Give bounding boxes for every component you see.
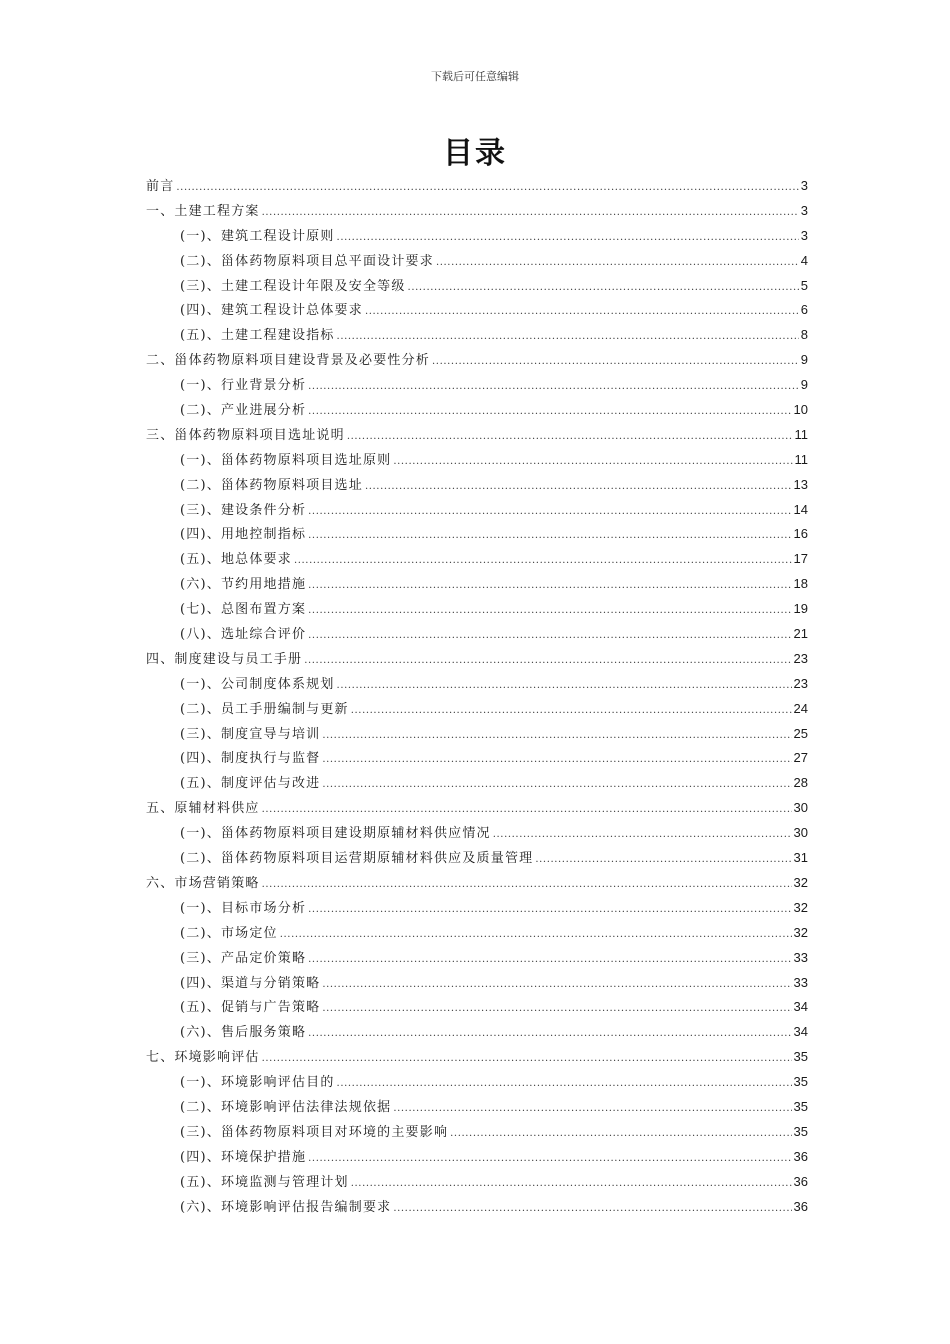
toc-entry[interactable] bbox=[146, 473, 808, 498]
toc-entry-label: (七)、总图布置方案 bbox=[180, 602, 307, 618]
toc-entry-label: (五)、环境监测与管理计划 bbox=[180, 1174, 349, 1190]
toc-entry[interactable] bbox=[146, 995, 808, 1020]
toc-dot-leader bbox=[262, 798, 792, 823]
toc-entry-label: (二)、环境影响评估法律法规依据 bbox=[180, 1099, 392, 1115]
toc-entry[interactable] bbox=[146, 796, 808, 821]
toc-entry-page-number: 35 bbox=[793, 1098, 808, 1114]
toc-entry-page-number: 21 bbox=[793, 626, 808, 642]
toc-entry-page-number: 35 bbox=[793, 1074, 808, 1090]
toc-dot-leader bbox=[262, 1047, 792, 1072]
toc-entry[interactable] bbox=[146, 274, 808, 299]
toc-entry-label: (四)、建筑工程设计总体要求 bbox=[180, 303, 363, 319]
toc-entry[interactable] bbox=[146, 946, 808, 971]
toc-entry[interactable] bbox=[146, 746, 808, 771]
toc-entry-label: (一)、目标市场分析 bbox=[180, 900, 307, 916]
toc-entry[interactable] bbox=[146, 846, 808, 871]
toc-entry-label: 五、原辅材料供应 bbox=[146, 801, 260, 817]
toc-entry-page-number: 31 bbox=[793, 850, 808, 866]
toc-dot-leader bbox=[351, 699, 792, 724]
toc-entry[interactable] bbox=[146, 672, 808, 697]
toc-entry-page-number: 3 bbox=[800, 178, 808, 193]
toc-entry[interactable] bbox=[146, 224, 808, 249]
toc-entry-page-number: 35 bbox=[793, 1049, 808, 1065]
toc-entry-page-number: 27 bbox=[793, 750, 808, 766]
toc-dot-leader bbox=[393, 450, 792, 475]
toc-entry-label: (四)、制度执行与监督 bbox=[180, 751, 321, 767]
toc-entry-page-number: 36 bbox=[793, 1198, 808, 1214]
toc-entry-page-number: 4 bbox=[800, 252, 808, 268]
toc-entry-page-number: 25 bbox=[793, 725, 808, 741]
toc-entry-page-number: 19 bbox=[793, 601, 808, 617]
toc-dot-leader bbox=[337, 674, 792, 699]
toc-entry[interactable] bbox=[146, 821, 808, 846]
toc-entry[interactable] bbox=[146, 1095, 808, 1120]
toc-entry[interactable] bbox=[146, 174, 808, 199]
toc-entry[interactable] bbox=[146, 1170, 808, 1195]
toc-entry-label: (四)、用地控制指标 bbox=[180, 527, 307, 543]
toc-entry-page-number: 6 bbox=[800, 302, 808, 318]
toc-entry-label: 七、环境影响评估 bbox=[146, 1050, 260, 1066]
toc-dot-leader bbox=[432, 350, 799, 375]
toc-entry-label: (五)、促销与广告策略 bbox=[180, 1000, 321, 1016]
toc-dot-leader bbox=[322, 773, 791, 798]
toc-entry-page-number: 14 bbox=[793, 501, 808, 517]
toc-dot-leader bbox=[535, 848, 791, 873]
toc-entry-label: (一)、甾体药物原料项目选址原则 bbox=[180, 452, 392, 468]
toc-entry[interactable] bbox=[146, 348, 808, 373]
toc-entry-page-number: 33 bbox=[793, 974, 808, 990]
table-of-contents bbox=[146, 174, 808, 1219]
toc-entry-label: (五)、制度评估与改进 bbox=[180, 776, 321, 792]
toc-entry[interactable] bbox=[146, 448, 808, 473]
toc-entry-label: (三)、甾体药物原料项目对环境的主要影响 bbox=[180, 1124, 449, 1140]
toc-entry-label: (一)、建筑工程设计原则 bbox=[180, 228, 335, 244]
toc-entry-page-number: 5 bbox=[800, 277, 808, 293]
toc-entry-label: (四)、环境保护措施 bbox=[180, 1149, 307, 1165]
toc-dot-leader bbox=[280, 923, 792, 948]
toc-dot-leader bbox=[262, 201, 799, 226]
toc-entry-page-number: 23 bbox=[793, 650, 808, 666]
toc-entry[interactable] bbox=[146, 697, 808, 722]
toc-dot-leader bbox=[308, 375, 799, 400]
toc-entry[interactable] bbox=[146, 896, 808, 921]
toc-entry[interactable] bbox=[146, 498, 808, 523]
toc-dot-leader bbox=[308, 574, 791, 599]
toc-dot-leader bbox=[308, 524, 791, 549]
toc-entry-page-number: 3 bbox=[800, 227, 808, 243]
toc-entry-page-number: 17 bbox=[793, 551, 808, 567]
toc-entry-label: (二)、产业进展分析 bbox=[180, 403, 307, 419]
toc-dot-leader bbox=[347, 425, 793, 450]
toc-entry-label: 一、土建工程方案 bbox=[146, 203, 260, 219]
toc-entry[interactable] bbox=[146, 547, 808, 572]
toc-entry[interactable] bbox=[146, 373, 808, 398]
toc-entry-label: 二、甾体药物原料项目建设背景及必要性分析 bbox=[146, 353, 431, 369]
toc-entry-label: (二)、员工手册编制与更新 bbox=[180, 701, 349, 717]
toc-entry-label: (四)、渠道与分销策略 bbox=[180, 975, 321, 991]
toc-entry[interactable] bbox=[146, 298, 808, 323]
toc-dot-leader bbox=[393, 1197, 791, 1222]
toc-dot-leader bbox=[408, 276, 799, 301]
toc-dot-leader bbox=[262, 873, 792, 898]
toc-entry-page-number: 30 bbox=[793, 825, 808, 841]
toc-entry-page-number: 10 bbox=[793, 402, 808, 418]
toc-entry[interactable] bbox=[146, 1045, 808, 1070]
toc-dot-leader bbox=[322, 748, 791, 773]
toc-entry[interactable] bbox=[146, 249, 808, 274]
toc-entry[interactable] bbox=[146, 199, 808, 224]
toc-entry-page-number: 34 bbox=[793, 999, 808, 1015]
toc-entry-page-number: 11 bbox=[794, 451, 808, 467]
toc-entry-page-number: 32 bbox=[793, 899, 808, 915]
toc-entry-label: (三)、制度宣导与培训 bbox=[180, 726, 321, 742]
toc-entry-page-number: 28 bbox=[793, 775, 808, 791]
toc-entry-label: (二)、甾体药物原料项目选址 bbox=[180, 477, 363, 493]
toc-entry-label: (三)、产品定价策略 bbox=[180, 950, 307, 966]
toc-entry-page-number: 13 bbox=[793, 476, 808, 492]
toc-entry-label: (三)、土建工程设计年限及安全等级 bbox=[180, 278, 406, 294]
toc-entry-label: (二)、甾体药物原料项目总平面设计要求 bbox=[180, 253, 434, 269]
toc-entry-page-number: 8 bbox=[800, 327, 808, 343]
toc-entry-label: (一)、环境影响评估目的 bbox=[180, 1075, 335, 1091]
toc-entry[interactable] bbox=[146, 1020, 808, 1045]
toc-dot-leader bbox=[304, 649, 791, 674]
toc-entry[interactable] bbox=[146, 1145, 808, 1170]
toc-entry-label: (一)、公司制度体系规划 bbox=[180, 676, 335, 692]
toc-entry-page-number: 9 bbox=[800, 352, 808, 368]
toc-entry-page-number: 18 bbox=[793, 576, 808, 592]
toc-entry-label: (一)、行业背景分析 bbox=[180, 378, 307, 394]
toc-dot-leader bbox=[322, 997, 791, 1022]
toc-entry-page-number: 36 bbox=[793, 1173, 808, 1189]
toc-entry-page-number: 32 bbox=[793, 874, 808, 890]
toc-entry-label: (二)、市场定位 bbox=[180, 925, 278, 941]
toc-entry-label: 四、制度建设与员工手册 bbox=[146, 651, 303, 667]
toc-dot-leader bbox=[322, 973, 791, 998]
toc-entry-label: (六)、售后服务策略 bbox=[180, 1025, 307, 1041]
toc-entry[interactable] bbox=[146, 622, 808, 647]
toc-dot-leader bbox=[322, 724, 791, 749]
toc-entry-label: (一)、甾体药物原料项目建设期原辅材料供应情况 bbox=[180, 826, 491, 842]
toc-dot-leader bbox=[308, 948, 791, 973]
toc-entry-label: (二)、甾体药物原料项目运营期原辅材料供应及质量管理 bbox=[180, 851, 534, 867]
toc-entry-label: 前言 bbox=[146, 179, 175, 194]
toc-dot-leader bbox=[365, 300, 799, 325]
toc-entry-label: 六、市场营销策略 bbox=[146, 875, 260, 891]
toc-entry[interactable] bbox=[146, 921, 808, 946]
toc-dot-leader bbox=[308, 1022, 791, 1047]
toc-dot-leader bbox=[308, 599, 791, 624]
toc-entry[interactable] bbox=[146, 1070, 808, 1095]
toc-dot-leader bbox=[337, 325, 799, 350]
toc-dot-leader bbox=[308, 1147, 791, 1172]
toc-entry-label: (五)、土建工程建设指标 bbox=[180, 328, 335, 344]
toc-entry[interactable] bbox=[146, 572, 808, 597]
toc-dot-leader bbox=[294, 549, 792, 574]
toc-dot-leader bbox=[176, 176, 798, 201]
toc-dot-leader bbox=[493, 823, 792, 848]
toc-entry-page-number: 30 bbox=[793, 800, 808, 816]
toc-entry-page-number: 23 bbox=[793, 675, 808, 691]
toc-dot-leader bbox=[337, 226, 799, 251]
toc-entry[interactable] bbox=[146, 323, 808, 348]
toc-entry-label: (五)、地总体要求 bbox=[180, 552, 292, 568]
toc-entry[interactable] bbox=[146, 423, 808, 448]
toc-entry-page-number: 36 bbox=[793, 1148, 808, 1164]
toc-entry[interactable] bbox=[146, 597, 808, 622]
toc-dot-leader bbox=[351, 1172, 792, 1197]
toc-entry[interactable] bbox=[146, 522, 808, 547]
toc-entry[interactable] bbox=[146, 1120, 808, 1145]
toc-dot-leader bbox=[450, 1122, 791, 1147]
toc-dot-leader bbox=[393, 1097, 791, 1122]
toc-dot-leader bbox=[308, 898, 791, 923]
toc-entry-page-number: 11 bbox=[794, 426, 808, 442]
toc-entry[interactable] bbox=[146, 871, 808, 896]
toc-entry-label: (三)、建设条件分析 bbox=[180, 502, 307, 518]
toc-entry[interactable] bbox=[146, 398, 808, 423]
toc-entry-page-number: 9 bbox=[800, 377, 808, 393]
toc-dot-leader bbox=[337, 1072, 792, 1097]
toc-entry-page-number: 3 bbox=[800, 202, 808, 218]
page-title: 目录 bbox=[443, 136, 507, 171]
toc-entry[interactable] bbox=[146, 771, 808, 796]
toc-dot-leader bbox=[436, 251, 799, 276]
toc-entry-page-number: 24 bbox=[793, 700, 808, 716]
toc-entry-page-number: 33 bbox=[793, 949, 808, 965]
toc-entry-page-number: 32 bbox=[793, 924, 808, 940]
toc-entry-label: 三、甾体药物原料项目选址说明 bbox=[146, 427, 345, 443]
toc-entry-label: (六)、环境影响评估报告编制要求 bbox=[180, 1199, 392, 1215]
toc-entry[interactable] bbox=[146, 722, 808, 747]
toc-entry-label: (八)、选址综合评价 bbox=[180, 627, 307, 643]
toc-entry-label: (六)、节约用地措施 bbox=[180, 577, 307, 593]
toc-dot-leader bbox=[308, 500, 791, 525]
toc-entry[interactable] bbox=[146, 1195, 808, 1220]
toc-dot-leader bbox=[365, 475, 792, 500]
toc-entry-page-number: 34 bbox=[793, 1024, 808, 1040]
toc-entry-page-number: 16 bbox=[793, 526, 808, 542]
toc-dot-leader bbox=[308, 400, 791, 425]
header-note: 下载后可任意编辑 bbox=[431, 70, 519, 83]
toc-entry[interactable] bbox=[146, 647, 808, 672]
toc-dot-leader bbox=[308, 624, 791, 649]
toc-entry[interactable] bbox=[146, 971, 808, 996]
toc-entry-page-number: 35 bbox=[793, 1123, 808, 1139]
